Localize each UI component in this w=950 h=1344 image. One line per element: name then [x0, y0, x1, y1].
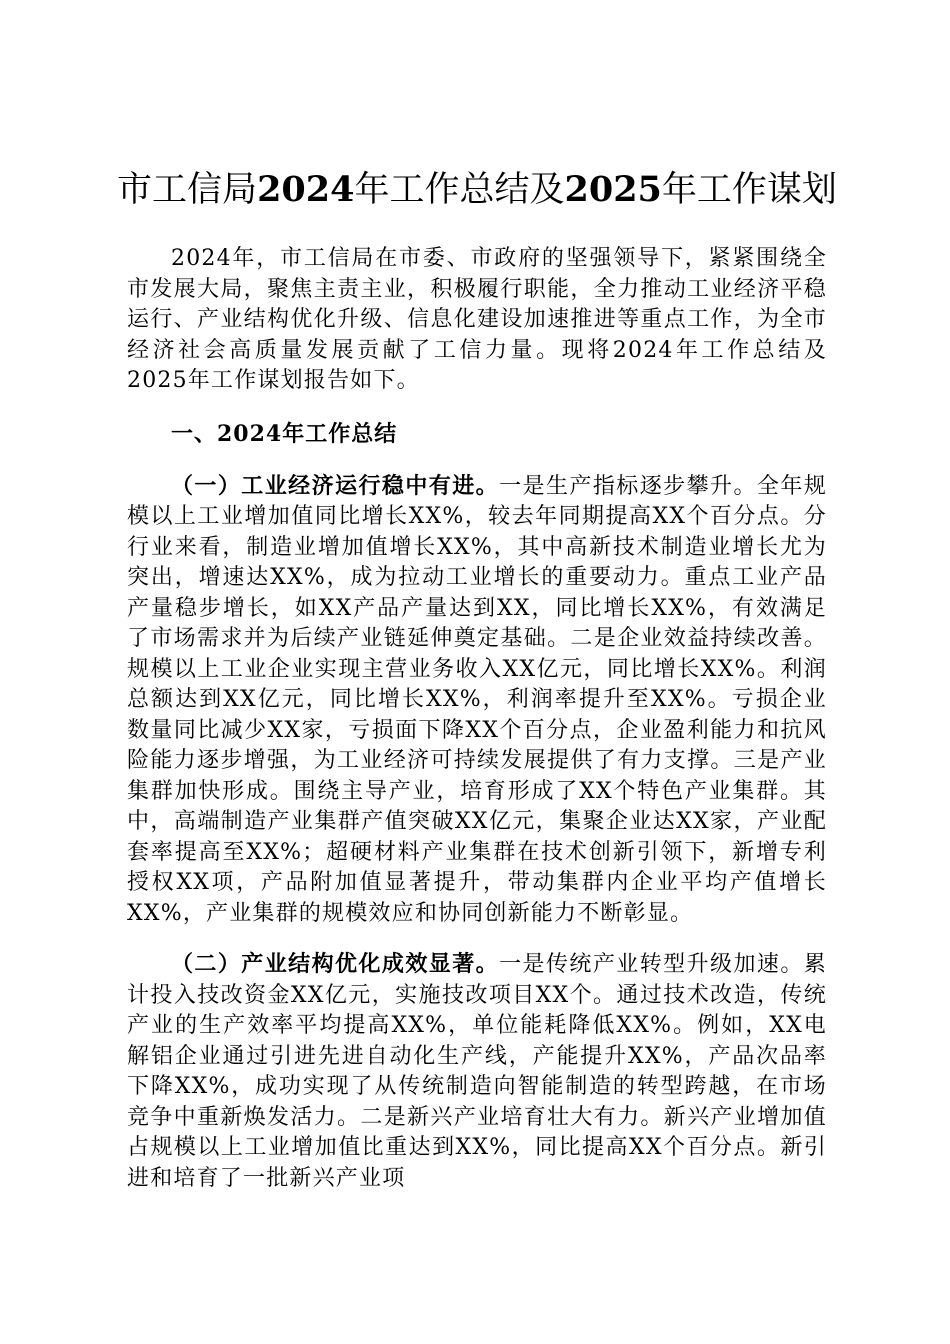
- section-1-lead: （一）工业经济运行稳中有进。: [171, 472, 500, 499]
- intro-paragraph: 2024年，市工信局在市委、市政府的坚强领导下，紧紧围绕全市发展大局，聚焦主责主业，积极履行职能，全力推动工业经济平稳运行、产业结构优化升级、信息化建设加速推进等重点工作，为全市经济社会高质量发展贡献了工信力量。现将2024年工作总结及2025年工作谋划报告如下。: [127, 246, 827, 393]
- title-middle: 年工作总结及: [354, 170, 565, 210]
- title-year-2024: 2024: [257, 169, 355, 210]
- document-page: [117, 162, 837, 1194]
- section-heading-1: 一、2024年工作总结: [171, 420, 398, 447]
- section-1-body: 一是生产指标逐步攀升。全年规模以上工业增加值同比增长XX%，较去年同期提高XX个百分点。分行业来看，制造业增加值增长XX%，其中高新技术制造业增长尤为突出，增速达XX%，成为拉动工业增长的重要动力。重点工业产品产量稳步增长，如XX产品产量达到XX，同比增长XX%，有效满足了市场需求并为后续产业链延伸奠定基础。二是企业效益持续改善。规模以上工业企业实现主营业务收入XX亿元，同比增长XX%。利润总额达到XX亿元，同比增长XX%，利润率提升至XX%。亏损企业数量同比减少XX家，亏损面下降XX个百分点，企业盈利能力和抗风险能力逐步增强，为工业经济可持续发展提供了有力支撑。三是产业集群加快形成。围绕主导产业，培育形成了XX个特色产业集群。其中，高端制造产业集群产值突破XX亿元，集聚企业达XX家，产业配套率提高至XX%；超硬材料产业集群在技术创新引领下，新增专利授权XX项，产品附加值显著提升，带动集群内企业平均产值增长XX%，产业集群的规模效应和协同创新能力不断彰显。: [127, 473, 827, 926]
- document-title: [115, 162, 839, 218]
- section-2-body: 一是传统产业转型升级加速。累计投入技改资金XX亿元，实施技改项目XX个。通过技术改造，传统产业的生产效率平均提高XX%，单位能耗降低XX%。例如，XX电解铝企业通过引进先进自动化生产线，产能提升XX%，产品次品率下降XX%，成功实现了从传统制造向智能制造的转型跨越，在市场竞争中重新焕发活力。二是新兴产业培育壮大有力。新兴产业增加值占规模以上工业增加值比重达到XX%，同比提高XX个百分点。新引进和培育了一批新兴产业项: [127, 952, 827, 1191]
- section-1-paragraph: [127, 471, 827, 930]
- title-year-2025: 2025: [564, 169, 662, 210]
- title-suffix: 年工作谋划: [661, 170, 837, 210]
- section-2-lead: （二）产业结构优化成效显著。: [171, 951, 500, 977]
- title-prefix: 市工信局: [117, 170, 258, 210]
- section-2-paragraph: [127, 949, 827, 1194]
